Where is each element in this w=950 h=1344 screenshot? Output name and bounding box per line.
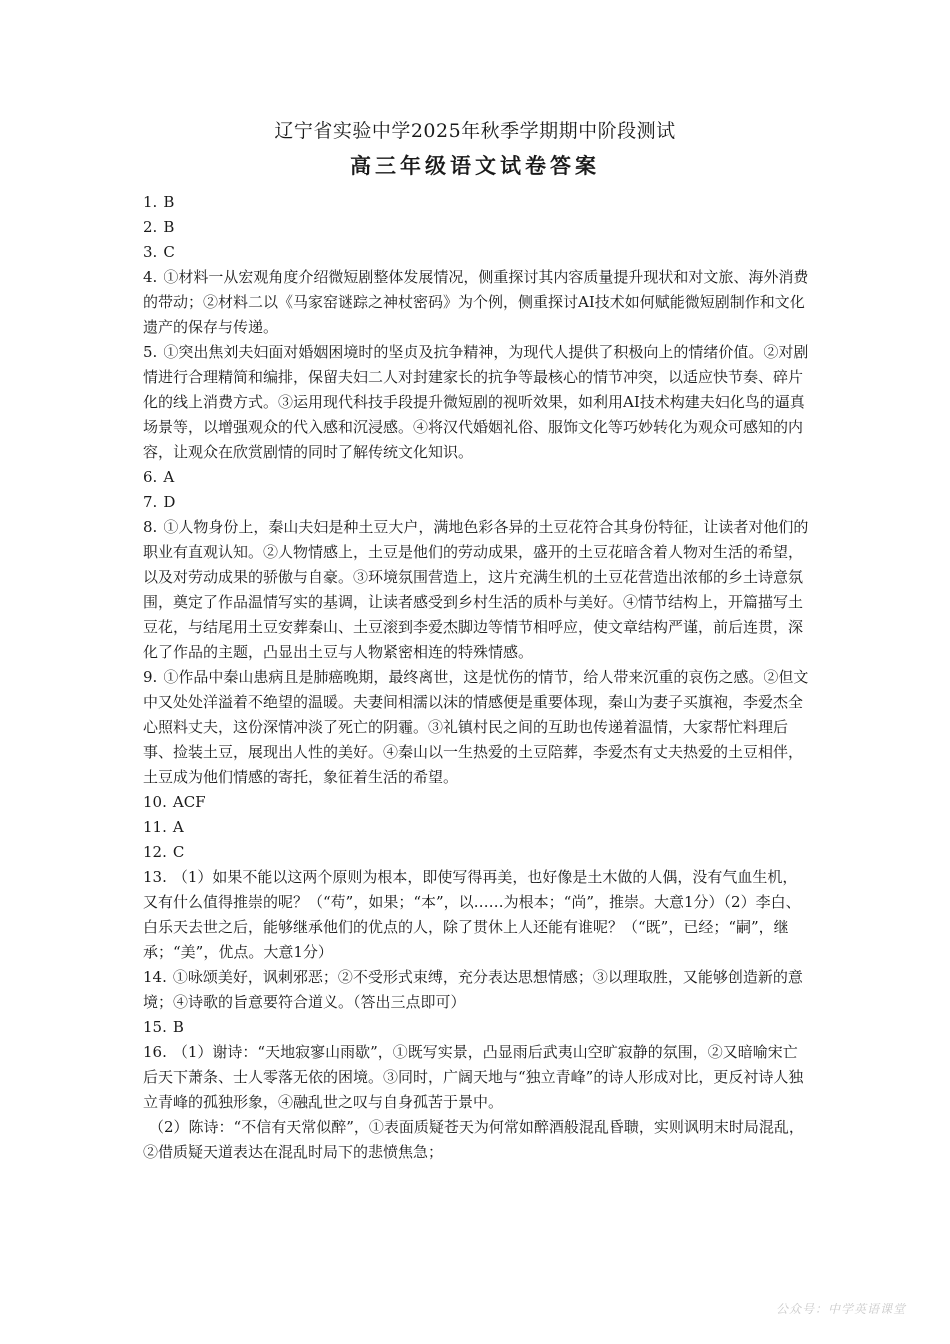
answer-text: B	[163, 193, 175, 211]
answer-number: 13.	[143, 868, 167, 886]
answer-text: B	[172, 1018, 184, 1036]
answer-number: 14.	[143, 968, 167, 986]
answer-item	[143, 1040, 809, 1115]
answer-item	[143, 840, 809, 865]
answer-number: 16.	[143, 1043, 167, 1061]
answer-number: 10.	[143, 793, 167, 811]
answer-number: 15.	[143, 1018, 167, 1036]
answer-number: 1.	[143, 193, 158, 211]
watermark: 公众号：中学英语课堂	[775, 1302, 906, 1316]
answer-number: 5.	[143, 343, 158, 361]
answer-item	[143, 490, 809, 515]
answer-item	[143, 340, 809, 465]
answer-item	[143, 515, 809, 665]
answer-number: 6.	[143, 468, 158, 486]
page-title: 辽宁省实验中学2025年秋季学期期中阶段测试	[274, 120, 676, 142]
answer-item	[143, 465, 809, 490]
answer-text: ①突出焦刘夫妇面对婚姻困境时的坚贞及抗争精神，为现代人提供了积极向上的情绪价值。②对剧情进行合理精简和编排，保留夫妇二人对封建家长的抗争等最核心的情节冲突，以适应快节奏、碎片化的线上消费方式。③运用现代科技手段提升微短剧的视听效果，如利用AI技术构建夫妇化鸟的逼真场景等，以增强观众的代入感和沉浸感。④将汉代婚姻礼俗、服饰文化等巧妙转化为观众可感知的内容，让观众在欣赏剧情的同时了解传统文化知识。	[143, 343, 809, 461]
answer-item	[143, 665, 809, 790]
answer-item	[143, 1015, 809, 1040]
answer-text: （2）陈诗：“不信有天常似醉”，①表面质疑苍天为何常如醉酒般混乱昏聩，实则讽明末时局混乱，②借质疑天道表达在混乱时局下的悲愤焦急；	[143, 1118, 804, 1161]
answer-list	[143, 190, 809, 1165]
answer-text: （1）谢诗：“天地寂寥山雨歇”，①既写实景，凸显雨后武夷山空旷寂静的氛围，②又暗喻宋亡后天下萧条、士人零落无依的困境。③同时，广阔天地与“独立青峰”的诗人形成对比，更反衬诗人独立青峰的孤独形象，④融乱世之叹与自身孤苦于景中。	[143, 1043, 804, 1111]
answer-item	[143, 865, 809, 965]
answer-text: C	[163, 243, 175, 261]
answer-text: ①人物身份上，秦山夫妇是种土豆大户，满地色彩各异的土豆花符合其身份特征，让读者对他们的职业有直观认知。②人物情感上，土豆是他们的劳动成果，盛开的土豆花暗含着人物对生活的希望，以及对劳动成果的骄傲与自豪。③环境氛围营造上，这片充满生机的土豆花营造出浓郁的乡土诗意氛围，奠定了作品温情写实的基调，让读者感受到乡村生活的质朴与美好。④情节结构上，开篇描写土豆花，与结尾用土豆安葬秦山、土豆滚到李爱杰脚边等情节相呼应，使文章结构严谨，前后连贯，深化了作品的主题，凸显出土豆与人物紧密相连的特殊情感。	[143, 518, 809, 661]
answer-item	[143, 790, 809, 815]
answer-text: （1）如果不能以这两个原则为根本，即使写得再美，也好像是土木做的人偶，没有气血生机，又有什么值得推崇的呢？（“苟”，如果；“本”，以……为根本；“尚”，推崇。大意1分）（2）李白、白乐天去世之后，能够继承他们的优点的人，除了贯休上人还能有谁呢？（“既”，已经；“嗣”，继承；“美”，优点。大意1分）	[143, 868, 801, 961]
answer-number: 4.	[143, 268, 158, 286]
answer-item	[143, 815, 809, 840]
answer-item	[143, 240, 809, 265]
answer-text: ①材料一从宏观角度介绍微短剧整体发展情况，侧重探讨其内容质量提升现状和对文旅、海外消费的带动；②材料二以《马家窑谜踪之神杖密码》为个例，侧重探讨AI技术如何赋能微短剧制作和文化遗产的保存与传递。	[143, 268, 809, 336]
answer-number: 9.	[143, 668, 158, 686]
answer-text: ①咏颂美好，讽刺邪恶；②不受形式束缚，充分表达思想情感；③以理取胜，又能够创造新的意境；④诗歌的旨意要符合道义。（答出三点即可）	[143, 968, 803, 1011]
answer-number: 7.	[143, 493, 158, 511]
answer-text: C	[172, 843, 185, 861]
answer-text: D	[163, 493, 176, 511]
answer-item	[143, 215, 809, 240]
answer-item	[143, 265, 809, 340]
answer-text: A	[163, 468, 175, 486]
answer-number: 11.	[143, 818, 167, 836]
answer-number: 2.	[143, 218, 158, 236]
answer-item	[143, 965, 809, 1015]
answer-item	[143, 190, 809, 215]
answer-number: 12.	[143, 843, 167, 861]
answer-text: B	[163, 218, 175, 236]
answer-text: ACF	[172, 793, 206, 811]
answer-item	[143, 1115, 809, 1165]
answer-number: 3.	[143, 243, 158, 261]
answer-text: ①作品中秦山患病且是肺癌晚期，最终离世，这是忧伤的情节，给人带来沉重的哀伤之感。②但文中又处处洋溢着不绝望的温暖。夫妻间相濡以沫的情感便是重要体现，秦山为妻子买旗袍，李爱杰全心照料丈夫，这份深情冲淡了死亡的阴霾。③礼镇村民之间的互助也传递着温情，大家帮忙料理后事、捡装土豆，展现出人性的美好。④秦山以一生热爱的土豆陪葬，李爱杰有丈夫热爱的土豆相伴，土豆成为他们情感的寄托，象征着生活的希望。	[143, 668, 809, 786]
answer-number: 8.	[143, 518, 158, 536]
page-subtitle: 高三年级语文试卷答案	[350, 153, 600, 178]
answer-text: A	[172, 818, 184, 836]
